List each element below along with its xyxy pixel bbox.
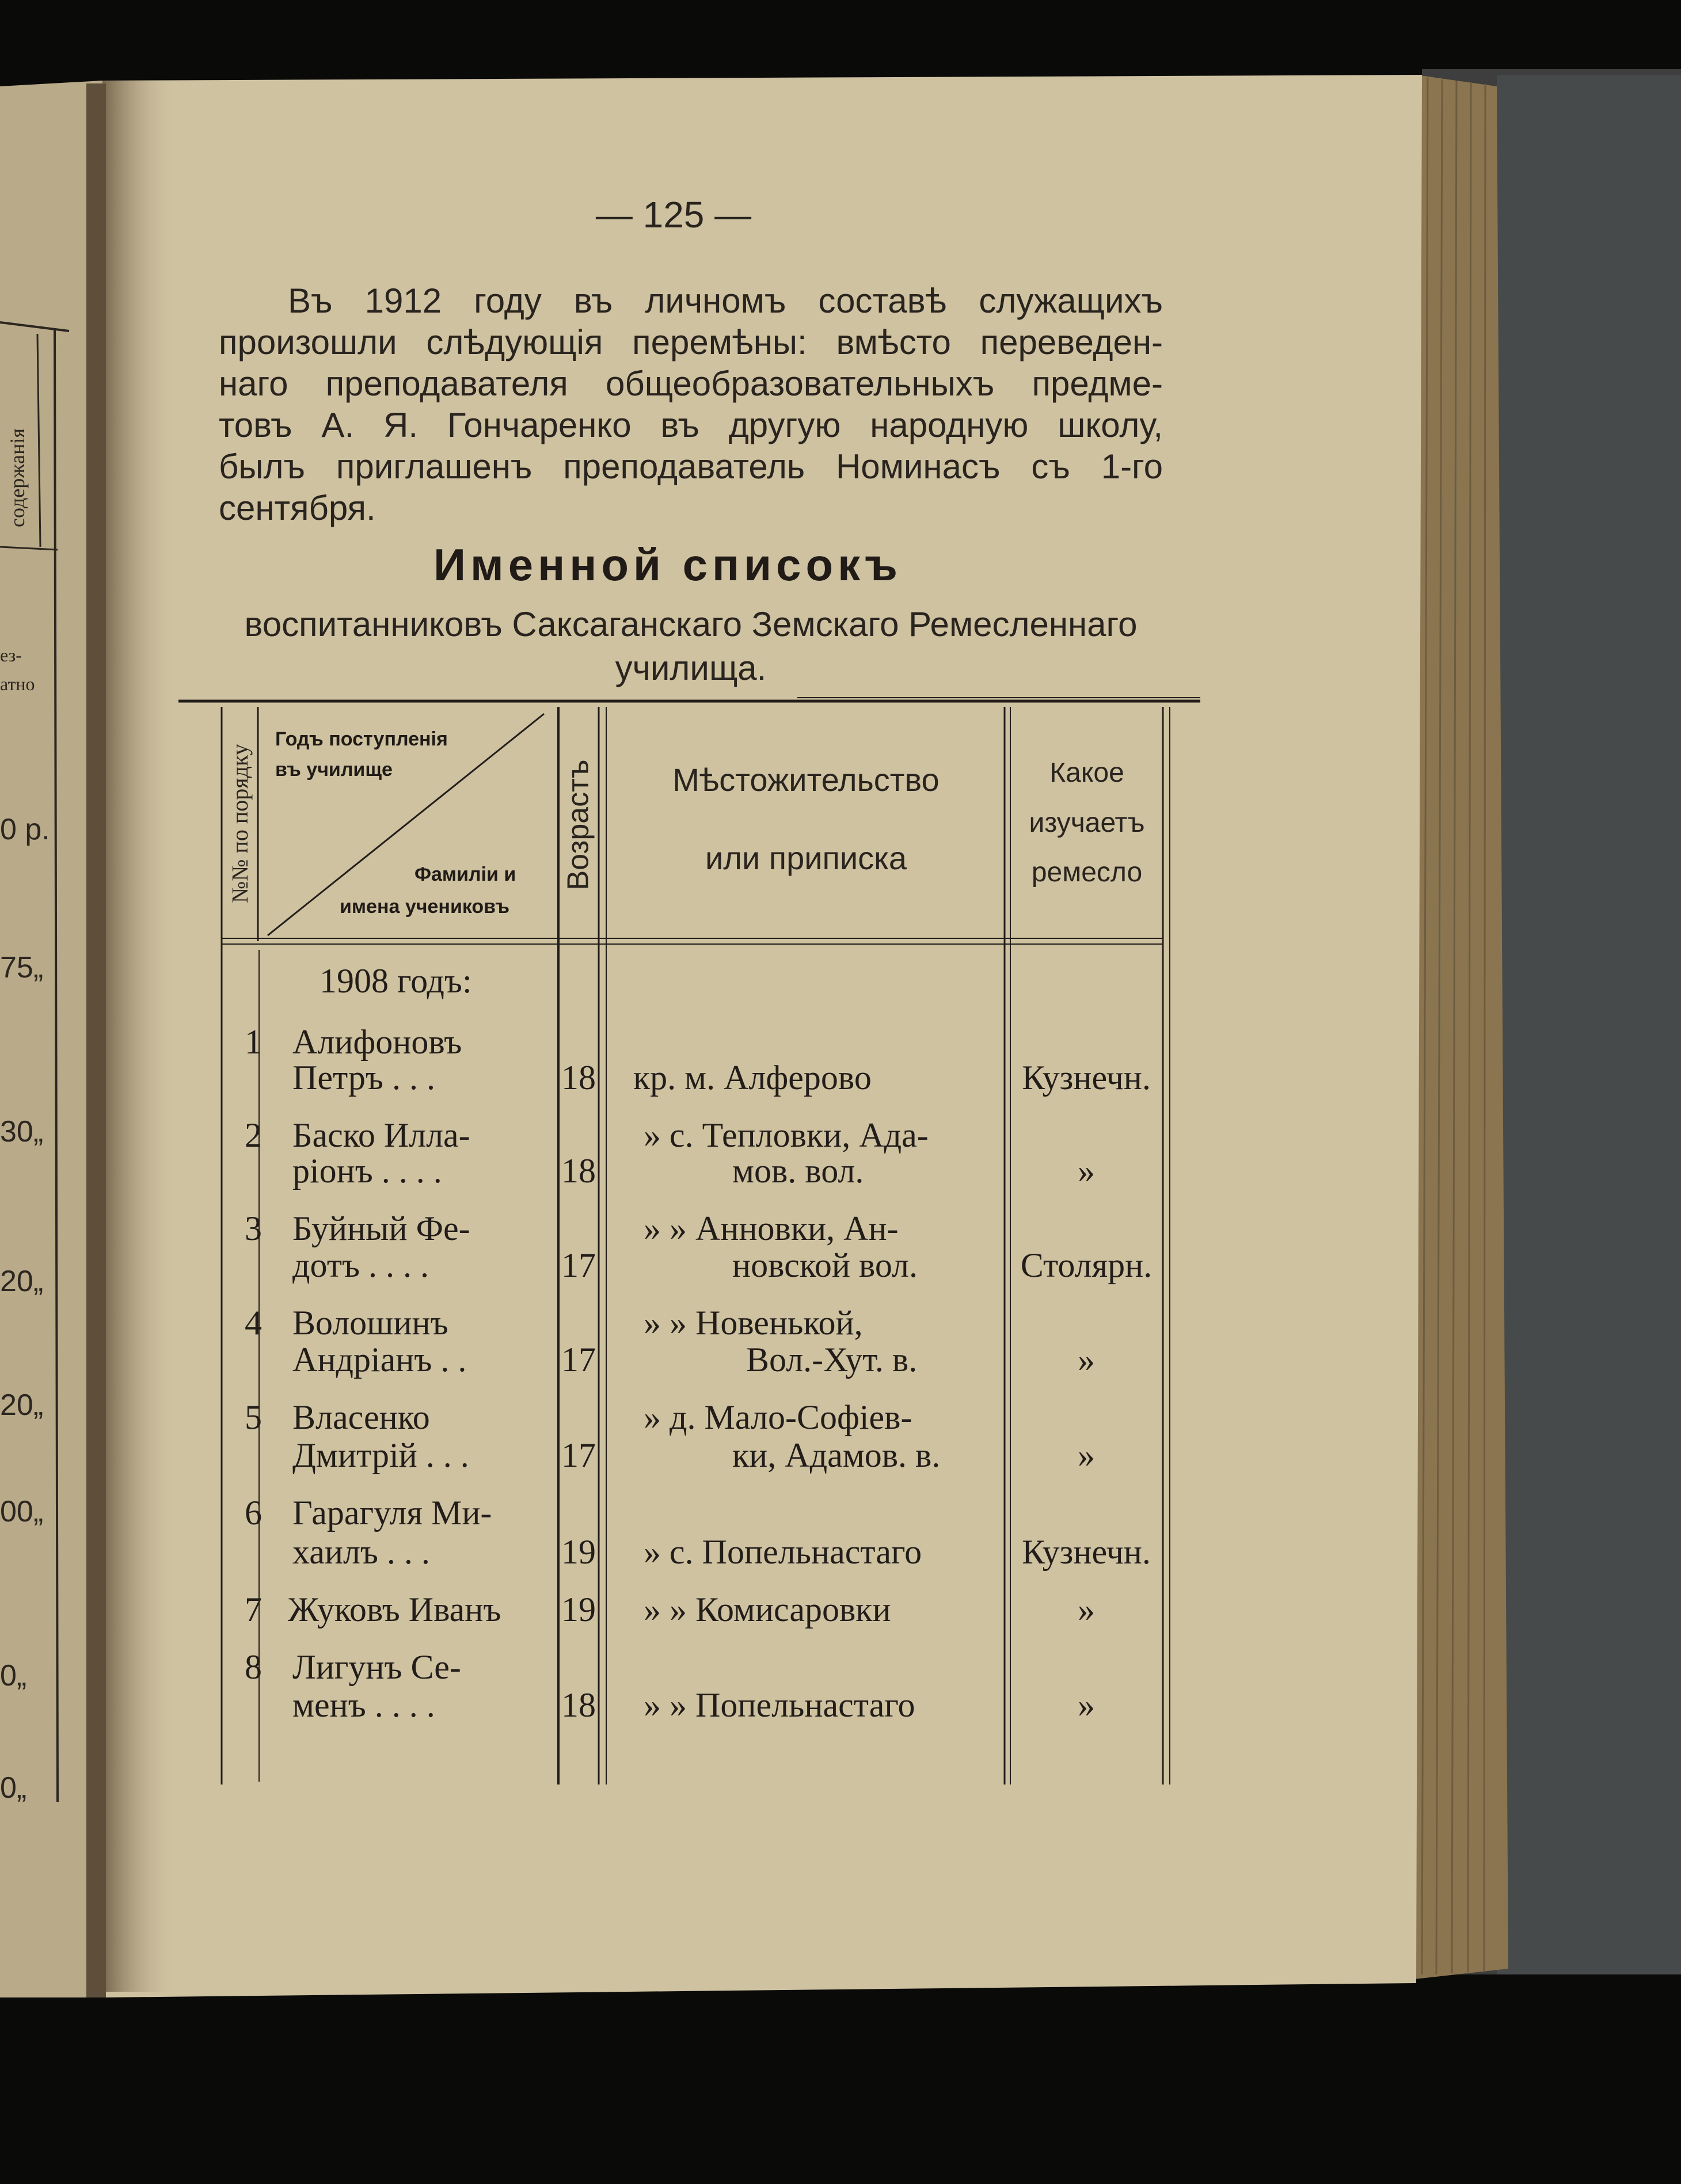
craft: »: [1078, 1152, 1095, 1190]
left-page-fragment: 00„: [0, 1495, 44, 1528]
residence: ки, Адамов. в.: [732, 1436, 941, 1474]
header-craft: изучаетъ: [1029, 808, 1145, 838]
student-name: Гарагуля Ми-: [292, 1494, 492, 1532]
student-name: менъ . . . .: [292, 1686, 435, 1724]
list-title: Именной списокъ: [433, 539, 902, 590]
craft: Кузнечн.: [1022, 1059, 1151, 1097]
row-number: 8: [245, 1648, 262, 1686]
residence: Вол.-Хут. в.: [746, 1341, 918, 1379]
craft: Столярн.: [1020, 1246, 1153, 1284]
student-age: 19: [561, 1533, 596, 1571]
left-page-small-text: ез-: [0, 645, 22, 665]
student-name: Буйный Фе-: [292, 1209, 470, 1247]
craft: »: [1078, 1341, 1095, 1379]
student-name: ріонъ . . . .: [292, 1152, 442, 1190]
student-name: Жуковъ Иванъ: [288, 1591, 501, 1629]
left-page-vertical-label: содержанія: [6, 428, 29, 527]
header-craft: Какое: [1049, 758, 1124, 788]
student-name: Дмитрій . . .: [292, 1436, 469, 1474]
craft: »: [1078, 1591, 1095, 1629]
page-number: — 125 —: [595, 194, 752, 235]
row-number: 6: [245, 1494, 262, 1532]
header-year-admitted: въ училище: [275, 759, 393, 781]
header-names: Фамиліи и: [414, 863, 516, 885]
left-page-fragment: 0„: [0, 1771, 27, 1805]
left-page-fragment: 0 р.: [0, 813, 50, 846]
header-residence: Мѣстожительство: [672, 762, 940, 798]
residence: кр. м. Алферово: [633, 1059, 872, 1097]
student-name: хаилъ . . .: [292, 1533, 430, 1571]
list-subtitle: воспитанниковъ Саксаганскаго Земскаго Ремесленнаго: [244, 605, 1138, 644]
paragraph-line: произошли слѣдующія перемѣны: вмѣсто переведен-: [219, 323, 1163, 362]
student-name: Алифоновъ: [292, 1023, 462, 1061]
header-age: Возрастъ: [562, 759, 595, 891]
student-name: Баско Илла-: [292, 1116, 470, 1154]
residence: » » Новенькой,: [644, 1304, 863, 1342]
student-age: 17: [561, 1246, 596, 1284]
left-page-fragment: 30„: [0, 1115, 44, 1148]
student-age: 17: [561, 1436, 596, 1474]
row-number: 7: [245, 1591, 262, 1629]
header-number-column: №№ по порядку: [226, 743, 253, 903]
left-page-fragment: 75„: [0, 951, 44, 984]
row-number: 5: [245, 1398, 262, 1436]
residence: » с. Тепловки, Ада-: [644, 1116, 929, 1154]
residence: » с. Попельнастаго: [644, 1533, 922, 1571]
residence: » » Комисаровки: [644, 1591, 891, 1629]
craft: Кузнечн.: [1022, 1533, 1151, 1571]
student-name: дотъ . . . .: [292, 1246, 429, 1284]
student-name: Андріанъ . .: [292, 1341, 467, 1379]
left-page-fragment: 20„: [0, 1265, 44, 1298]
paragraph-line: Въ 1912 году въ личномъ составѣ служащихъ: [288, 281, 1163, 320]
row-number: 3: [245, 1209, 262, 1247]
residence: » » Анновки, Ан-: [644, 1209, 899, 1247]
header-year-admitted: Годъ поступленія: [275, 728, 448, 750]
year-group-label: 1908 годъ:: [320, 962, 472, 1000]
residence: » д. Мало-Софіев-: [644, 1398, 912, 1436]
student-name: Власенко: [292, 1398, 430, 1436]
paragraph-line: наго преподавателя общеобразовательныхъ предме-: [219, 364, 1163, 403]
residence: мов. вол.: [732, 1152, 864, 1190]
student-age: 18: [561, 1152, 596, 1190]
student-name: Петръ . . .: [292, 1059, 435, 1097]
list-subtitle: училища.: [615, 649, 767, 687]
residence: » » Попельнастаго: [644, 1686, 915, 1724]
header-residence: или приписка: [705, 840, 907, 876]
paragraph-line: сентября.: [219, 489, 376, 527]
left-page-fragment: 20„: [0, 1388, 44, 1422]
paragraph-line: товъ А. Я. Гончаренко въ другую народную школу,: [219, 406, 1163, 444]
residence: новской вол.: [732, 1246, 918, 1284]
row-number: 4: [245, 1304, 262, 1342]
left-page-small-text: атно: [0, 674, 35, 694]
student-age: 18: [561, 1059, 596, 1097]
student-name: Лигунъ Се-: [292, 1648, 461, 1686]
craft: »: [1078, 1436, 1095, 1474]
left-page-fragment: 0„: [0, 1659, 27, 1692]
row-number: 2: [245, 1116, 262, 1154]
paragraph-line: былъ приглашенъ преподаватель Номинасъ съ 1-го: [219, 447, 1163, 486]
row-number: 1: [245, 1023, 262, 1061]
student-age: 19: [561, 1591, 596, 1629]
craft: »: [1078, 1686, 1095, 1724]
header-craft: ремесло: [1031, 857, 1143, 888]
student-age: 18: [561, 1686, 596, 1724]
student-name: Волошинъ: [292, 1304, 448, 1342]
header-names: имена учениковъ: [340, 896, 510, 918]
student-age: 17: [561, 1341, 596, 1379]
